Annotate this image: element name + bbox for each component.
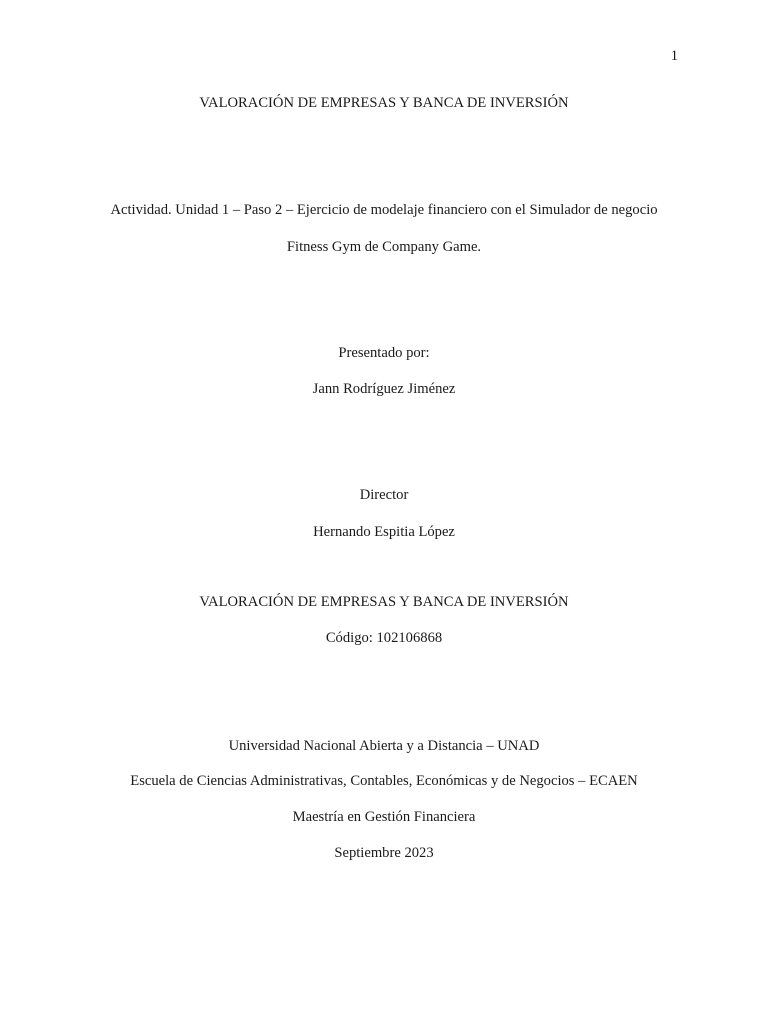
program-name: Maestría en Gestión Financiera [292,809,476,825]
document-title: VALORACIÓN DE EMPRESAS Y BANCA DE INVERSIÓN [199,95,569,111]
director-label: Director [359,487,409,503]
page-number: 1 [670,48,678,64]
school-name: Escuela de Ciencias Administrativas, Contables, Económicas y de Negocios – ECAEN [130,773,638,789]
activity-line-1: Actividad. Unidad 1 – Paso 2 – Ejercicio de modelaje financiero con el Simulador de negocio [110,202,658,218]
university-name: Universidad Nacional Abierta y a Distancia – UNAD [228,738,540,754]
course-code: Código: 102106868 [325,630,443,646]
document-date: Septiembre 2023 [334,845,434,861]
activity-line-2: Fitness Gym de Company Game. [286,239,482,255]
course-name: VALORACIÓN DE EMPRESAS Y BANCA DE INVERSIÓN [199,594,569,610]
presented-by-label: Presentado por: [338,345,430,361]
author-name: Jann Rodríguez Jiménez [312,381,456,397]
director-name: Hernando Espitia López [313,524,455,540]
